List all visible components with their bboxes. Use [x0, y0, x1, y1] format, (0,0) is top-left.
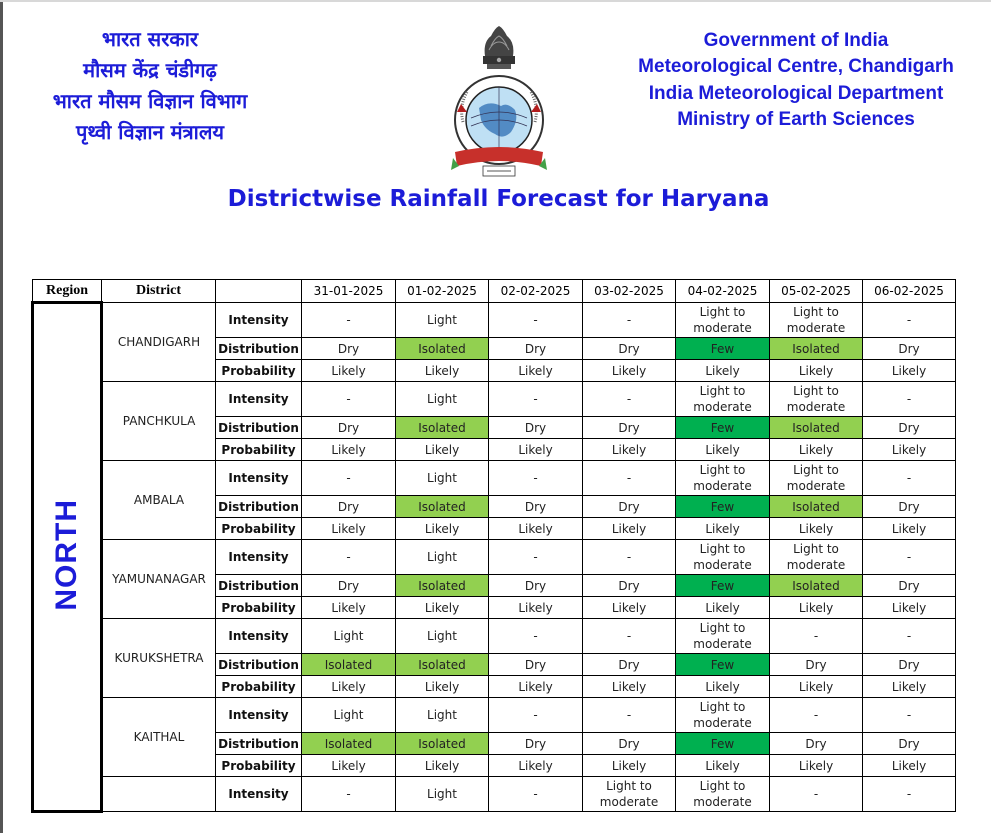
- header-date: 06-02-2025: [863, 280, 956, 303]
- distribution-cell: Isolated: [302, 733, 396, 755]
- english-header: [615, 28, 977, 133]
- english-line-govt: Government of India: [703, 30, 889, 51]
- param-label-intensity: Intensity: [216, 382, 302, 417]
- probability-cell: Likely: [676, 676, 770, 698]
- distribution-cell: Dry: [583, 417, 676, 439]
- district-name: [102, 777, 216, 812]
- distribution-cell: Dry: [583, 575, 676, 597]
- intensity-cell: Light to moderate: [676, 540, 770, 575]
- param-label-intensity: Intensity: [216, 777, 302, 812]
- intensity-cell: -: [583, 461, 676, 496]
- intensity-cell: -: [489, 619, 583, 654]
- distribution-cell: Dry: [489, 733, 583, 755]
- table-header-row: [33, 280, 956, 303]
- distribution-cell: Dry: [770, 654, 863, 676]
- page-left-border: [0, 0, 3, 833]
- header-param: [216, 280, 302, 303]
- hindi-line-centre: मौसम केंद्र चंडीगढ़: [83, 58, 217, 82]
- distribution-cell: Few: [676, 733, 770, 755]
- distribution-cell: Few: [676, 417, 770, 439]
- distribution-cell: Few: [676, 654, 770, 676]
- distribution-cell: Isolated: [302, 654, 396, 676]
- distribution-cell: Few: [676, 575, 770, 597]
- distribution-cell: Dry: [489, 338, 583, 360]
- distribution-cell: Isolated: [396, 733, 489, 755]
- table-row-intensity: [33, 540, 956, 575]
- table-row-intensity: [33, 619, 956, 654]
- district-name: YAMUNANAGAR: [102, 540, 216, 619]
- intensity-cell: -: [863, 777, 956, 812]
- intensity-cell: -: [770, 698, 863, 733]
- distribution-cell: Dry: [489, 654, 583, 676]
- distribution-cell: Dry: [489, 496, 583, 518]
- param-label-probability: Probability: [216, 755, 302, 777]
- probability-cell: Likely: [302, 360, 396, 382]
- distribution-cell: Dry: [583, 496, 676, 518]
- probability-cell: Likely: [583, 518, 676, 540]
- probability-cell: Likely: [396, 755, 489, 777]
- distribution-cell: Dry: [863, 654, 956, 676]
- param-label-probability: Probability: [216, 518, 302, 540]
- distribution-cell: Few: [676, 338, 770, 360]
- header-date: 01-02-2025: [396, 280, 489, 303]
- table-body: [33, 303, 956, 812]
- intensity-cell: -: [583, 540, 676, 575]
- header-date: 03-02-2025: [583, 280, 676, 303]
- param-label-distribution: Distribution: [216, 654, 302, 676]
- forecast-title: Districtwise Rainfall Forecast for Haryana: [227, 186, 770, 212]
- probability-cell: Likely: [770, 597, 863, 619]
- param-label-probability: Probability: [216, 360, 302, 382]
- region-cell: [33, 303, 102, 812]
- param-label-intensity: Intensity: [216, 540, 302, 575]
- probability-cell: Likely: [396, 676, 489, 698]
- distribution-cell: Dry: [489, 417, 583, 439]
- intensity-cell: Light: [396, 777, 489, 812]
- hindi-line-ministry: पृथ्वी विज्ञान मंत्रालय: [75, 120, 225, 144]
- param-label-intensity: Intensity: [216, 303, 302, 338]
- district-name: PANCHKULA: [102, 382, 216, 461]
- intensity-cell: -: [302, 461, 396, 496]
- probability-cell: Likely: [396, 360, 489, 382]
- district-name: AMBALA: [102, 461, 216, 540]
- intensity-cell: -: [583, 382, 676, 417]
- probability-cell: Likely: [302, 676, 396, 698]
- distribution-cell: Isolated: [396, 338, 489, 360]
- intensity-cell: -: [863, 698, 956, 733]
- intensity-cell: Light to moderate: [676, 303, 770, 338]
- intensity-cell: -: [489, 698, 583, 733]
- distribution-cell: Isolated: [396, 654, 489, 676]
- intensity-cell: Light: [396, 540, 489, 575]
- district-name: KURUKSHETRA: [102, 619, 216, 698]
- intensity-cell: -: [863, 619, 956, 654]
- distribution-cell: Dry: [863, 338, 956, 360]
- intensity-cell: Light: [302, 698, 396, 733]
- probability-cell: Likely: [302, 518, 396, 540]
- probability-cell: Likely: [489, 755, 583, 777]
- intensity-cell: -: [583, 698, 676, 733]
- probability-cell: Likely: [863, 755, 956, 777]
- intensity-cell: -: [863, 382, 956, 417]
- distribution-cell: Isolated: [770, 417, 863, 439]
- page-top-border: [0, 0, 991, 2]
- intensity-cell: -: [489, 382, 583, 417]
- intensity-cell: -: [770, 619, 863, 654]
- intensity-cell: Light to moderate: [676, 777, 770, 812]
- intensity-cell: -: [770, 777, 863, 812]
- table-row-intensity: [33, 303, 956, 338]
- distribution-cell: Dry: [302, 575, 396, 597]
- param-label-probability: Probability: [216, 676, 302, 698]
- header-region: Region: [33, 280, 102, 303]
- region-label: NORTH: [50, 499, 83, 611]
- probability-cell: Likely: [489, 676, 583, 698]
- intensity-cell: -: [489, 303, 583, 338]
- intensity-cell: Light to moderate: [676, 382, 770, 417]
- probability-cell: Likely: [396, 518, 489, 540]
- probability-cell: Likely: [676, 439, 770, 461]
- intensity-cell: -: [489, 540, 583, 575]
- intensity-cell: -: [489, 777, 583, 812]
- distribution-cell: Isolated: [770, 496, 863, 518]
- header-date: 04-02-2025: [676, 280, 770, 303]
- probability-cell: Likely: [770, 676, 863, 698]
- probability-cell: Likely: [770, 439, 863, 461]
- table-row-intensity: [33, 382, 956, 417]
- probability-cell: Likely: [583, 360, 676, 382]
- intensity-cell: -: [302, 540, 396, 575]
- intensity-cell: Light to moderate: [770, 540, 863, 575]
- intensity-cell: -: [863, 540, 956, 575]
- header-date: 02-02-2025: [489, 280, 583, 303]
- distribution-cell: Few: [676, 496, 770, 518]
- rainfall-forecast-table: [31, 279, 956, 813]
- header-district: District: [102, 280, 216, 303]
- lion-capital-icon: [483, 26, 515, 69]
- probability-cell: Likely: [489, 518, 583, 540]
- intensity-cell: -: [302, 382, 396, 417]
- intensity-cell: Light: [396, 619, 489, 654]
- param-label-probability: Probability: [216, 597, 302, 619]
- probability-cell: Likely: [676, 518, 770, 540]
- param-label-probability: Probability: [216, 439, 302, 461]
- intensity-cell: Light: [396, 303, 489, 338]
- distribution-cell: Dry: [489, 575, 583, 597]
- header-date: 31-01-2025: [302, 280, 396, 303]
- distribution-cell: Dry: [302, 417, 396, 439]
- distribution-cell: Isolated: [396, 575, 489, 597]
- distribution-cell: Dry: [863, 496, 956, 518]
- intensity-cell: -: [863, 303, 956, 338]
- intensity-cell: Light: [396, 461, 489, 496]
- intensity-cell: Light to moderate: [770, 382, 863, 417]
- probability-cell: Likely: [302, 439, 396, 461]
- hindi-header: [30, 24, 270, 148]
- param-label-intensity: Intensity: [216, 619, 302, 654]
- probability-cell: Likely: [676, 597, 770, 619]
- district-name: CHANDIGARH: [102, 303, 216, 382]
- intensity-cell: Light to moderate: [583, 777, 676, 812]
- distribution-cell: Isolated: [770, 575, 863, 597]
- probability-cell: Likely: [863, 676, 956, 698]
- param-label-distribution: Distribution: [216, 575, 302, 597]
- intensity-cell: Light to moderate: [770, 461, 863, 496]
- distribution-cell: Dry: [583, 733, 676, 755]
- probability-cell: Likely: [489, 597, 583, 619]
- intensity-cell: Light to moderate: [770, 303, 863, 338]
- probability-cell: Likely: [583, 755, 676, 777]
- table-row-intensity: [33, 777, 956, 812]
- distribution-cell: Dry: [302, 338, 396, 360]
- probability-cell: Likely: [583, 439, 676, 461]
- probability-cell: Likely: [863, 439, 956, 461]
- intensity-cell: -: [583, 303, 676, 338]
- probability-cell: Likely: [863, 360, 956, 382]
- table-row-intensity: [33, 698, 956, 733]
- english-line-imd: India Meteorological Department: [648, 82, 944, 104]
- probability-cell: Likely: [302, 755, 396, 777]
- probability-cell: Likely: [583, 676, 676, 698]
- probability-cell: Likely: [396, 597, 489, 619]
- intensity-cell: -: [302, 303, 396, 338]
- probability-cell: Likely: [396, 439, 489, 461]
- intensity-cell: Light: [396, 698, 489, 733]
- distribution-cell: Dry: [583, 338, 676, 360]
- table-row-intensity: [33, 461, 956, 496]
- param-label-intensity: Intensity: [216, 698, 302, 733]
- intensity-cell: -: [302, 777, 396, 812]
- intensity-cell: -: [863, 461, 956, 496]
- probability-cell: Likely: [489, 360, 583, 382]
- distribution-cell: Isolated: [396, 417, 489, 439]
- distribution-cell: Isolated: [770, 338, 863, 360]
- probability-cell: Likely: [863, 518, 956, 540]
- intensity-cell: Light to moderate: [676, 619, 770, 654]
- param-label-distribution: Distribution: [216, 417, 302, 439]
- intensity-cell: Light: [302, 619, 396, 654]
- header-date: 05-02-2025: [770, 280, 863, 303]
- imd-logo: [449, 20, 549, 180]
- param-label-distribution: Distribution: [216, 338, 302, 360]
- distribution-cell: Dry: [863, 417, 956, 439]
- intensity-cell: Light: [396, 382, 489, 417]
- probability-cell: Likely: [770, 518, 863, 540]
- distribution-cell: Isolated: [396, 496, 489, 518]
- distribution-cell: Dry: [863, 575, 956, 597]
- probability-cell: Likely: [770, 360, 863, 382]
- param-label-distribution: Distribution: [216, 496, 302, 518]
- probability-cell: Likely: [676, 360, 770, 382]
- probability-cell: Likely: [770, 755, 863, 777]
- intensity-cell: -: [489, 461, 583, 496]
- intensity-cell: -: [583, 619, 676, 654]
- district-name: KAITHAL: [102, 698, 216, 777]
- probability-cell: Likely: [676, 755, 770, 777]
- param-label-intensity: Intensity: [216, 461, 302, 496]
- probability-cell: Likely: [583, 597, 676, 619]
- probability-cell: Likely: [302, 597, 396, 619]
- distribution-cell: Dry: [583, 654, 676, 676]
- distribution-cell: Dry: [770, 733, 863, 755]
- hindi-line-imd: भारत मौसम विज्ञान विभाग: [52, 89, 248, 113]
- distribution-cell: Dry: [302, 496, 396, 518]
- probability-cell: Likely: [863, 597, 956, 619]
- intensity-cell: Light to moderate: [676, 698, 770, 733]
- distribution-cell: Dry: [863, 733, 956, 755]
- probability-cell: Likely: [489, 439, 583, 461]
- hindi-line-govt: भारत सरकार: [101, 27, 199, 51]
- english-line-centre: Meteorological Centre, Chandigarh: [638, 56, 954, 78]
- intensity-cell: Light to moderate: [676, 461, 770, 496]
- param-label-distribution: Distribution: [216, 733, 302, 755]
- english-line-ministry: Ministry of Earth Sciences: [677, 108, 915, 130]
